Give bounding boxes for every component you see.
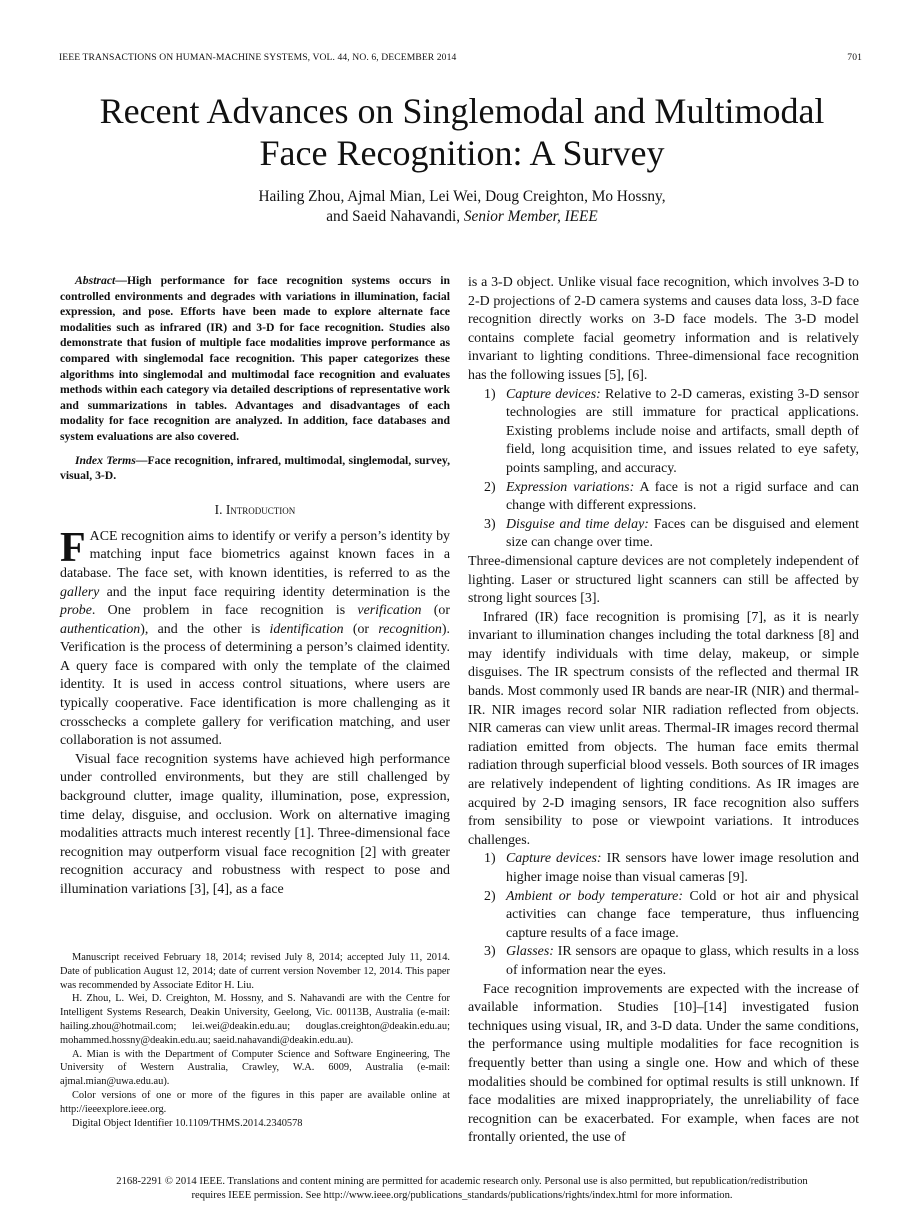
copyright-line-2: requires IEEE permission. See http://www.ieee.org/publications_standards/publications/rights/index.html for more information. <box>191 1190 733 1201</box>
list-item: 3) Glasses: IR sensors are opaque to glass, which results in a loss of information near the eyes. <box>484 944 859 978</box>
footnotes <box>60 951 450 1130</box>
paragraph-fusion: Face recognition improvements are expected with the increase of available information. Studies [10]–[14] investigated fusion techniques using visual, IR, and 3-D data. Under the same conditions, the performance using multiple modalities for face recognition is frequently better than using a single one. How and which of these modalities should be combined for optimal results is still unknown. If face modalities are mixed inappropriately, the unreliability of face recognition can be exacerbated. For example, when faces are not frontally oriented, the use of <box>468 981 859 1146</box>
list-item: 2) Expression variations: A face is not a rigid surface and can change with different expressions. <box>484 479 860 514</box>
abstract <box>60 273 450 445</box>
author-list <box>60 187 864 227</box>
footnote-color-versions: Color versions of one or more of the figures in this paper are available online at http://ieeexplore.ieee.org. <box>60 1089 450 1115</box>
title-line-2: Face Recognition: A Survey <box>259 133 665 173</box>
left-column <box>60 273 450 900</box>
author-role: Senior Member, IEEE <box>463 208 598 225</box>
journal-header: IEEE TRANSACTIONS ON HUMAN-MACHINE SYSTEMS, VOL. 44, NO. 6, DECEMBER 2014 <box>59 52 457 63</box>
intro-paragraph-1: FACE recognition aims to identify or verify a person’s identity by matching input face biometrics against known faces in a database. The face set, with known identities, is referred to as the gallery and the input face requiring identity determination is the probe. One problem in face recognition is verification (or authentication), and the other is identification (or recognition). Verification is the process of determining a person’s claimed identity. A query face is compared with only the template of the claimed identity. It is used in access control situations, where users are typically cooperative. Face identification is more challenging as it crosschecks a complete gallery for verification matching, and user collaboration is not assumed. <box>60 524 450 749</box>
index-terms <box>60 453 450 484</box>
authors-line-2-prefix: and Saeid Nahavandi, <box>326 208 461 225</box>
copyright-notice <box>40 1175 884 1203</box>
title-line-1: Recent Advances on Singlemodal and Multimodal <box>99 91 825 131</box>
copyright-line-1: 2168-2291 © 2014 IEEE. Translations and content mining are permitted for academic research only. Personal use is also permitted, but republication/redistribution <box>116 1176 808 1187</box>
index-terms-text: —Face recognition, infrared, multimodal, singlemodal, survey, visual, 3-D. <box>60 453 450 483</box>
section-number: I. <box>214 501 223 517</box>
list-item: 1) Capture devices: Relative to 2-D cameras, existing 3-D sensor technologies are still immature for practical applications. Existing problems include noise and artifacts, small depth of field, long acquisition time, and issues related to eye safety, points sampling, and accuracy. <box>484 386 859 476</box>
abstract-label: Abstract <box>75 274 116 287</box>
section-heading-introduction <box>60 501 450 519</box>
list-item: 3) Disguise and time delay: Faces can be disguised and element size can change over time. <box>484 516 859 551</box>
list-item: 1) Capture devices: IR sensors have lower image resolution and higher image noise than visual cameras [9]. <box>484 851 859 885</box>
paragraph-3d-lighting: Three-dimensional capture devices are not completely independent of lighting. Laser or structured light scanners can still be affected by strong light sources [3]. <box>468 553 859 607</box>
list-3d-issues <box>468 386 859 553</box>
paragraph-3d-continued: is a 3-D object. Unlike visual face recognition, which involves 3-D to 2-D projections of 2-D camera systems and causes data loss, 3-D face recognition directly works on 3-D face models. The 3-D model contains complete facial geometry information and is relatively invariant to lighting conditions. Three-dimensional face recognition has the following issues [5], [6]. <box>468 275 859 383</box>
paragraph-infrared: Infrared (IR) face recognition is promising [7], as it is nearly invariant to illumination changes including the total darkness [8] and may identify individuals with time delay, makeup, or simple disguises. The IR spectrum consists of the reflected and thermal IR bands. Most commonly used IR bands are near-IR (NIR) and thermal-IR. NIR images record solar NIR radiation reflected from objects. NIR cameras can view unlit areas. Thermal-IR images record thermal radiation emitted from objects. The human face emits thermal radiation through superficial blood vessels. Both sources of IR images are relatively independent of lighting conditions. As IR images are acquired by 2-D imaging sensors, IR face recognition also suffers from sensibility to pose or viewpoint variations. It introduces challenges. <box>468 609 859 848</box>
section-title: Introduction <box>225 501 296 517</box>
paper-title <box>40 90 884 174</box>
right-column <box>468 274 859 1148</box>
footnote-manuscript: Manuscript received February 18, 2014; revised July 8, 2014; accepted July 11, 2014. Date of publication August 12, 2014; date of current version November 12, 2014. This paper was recommended by Associate Editor H. Liu. <box>60 952 450 991</box>
intro-paragraph-2: Visual face recognition systems have achieved high performance under controlled environments, but they are still challenged by background clutter, image quality, illumination, pose, expression, time delay, disguise, and occlusion. Work on alternative imaging modalities attracts much interest recently [1]. Three-dimensional face recognition may outperform visual face recognition [2] with greater recognition accuracy and robustness with respect to pose and illumination variations [3], [4], as a face <box>60 751 450 897</box>
footnote-affiliation-deakin: H. Zhou, L. Wei, D. Creighton, M. Hossny, and S. Nahavandi are with the Centre for Intelligent Systems Research, Deakin University, Geelong, Vic. 00113B, Australia (e-mail: hailing.zhou@hotmail.com; lei.wei@deakin.edu.au; douglas.creighton@deakin.edu.au; mohammed.hossny@deakin.edu.au; saeid.nahavandi@deakin.edu.au). <box>60 993 450 1046</box>
footnote-doi: Digital Object Identifier 10.1109/THMS.2014.2340578 <box>72 1117 303 1129</box>
abstract-text: —High performance for face recognition systems occurs in controlled environments and degrades with variations in illumination, facial expression, and pose. Efforts have been made to explore alternate face modalities such as infrared (IR) and 3-D for face recognition. Studies also demonstrate that fusion of multiple face modalities improve performance as compared with singlemodal face recognition. This paper categorizes these algorithms into singlemodal and multimodal face recognition and evaluates methods within each category via detailed descriptions of representative work and summarizations in tables. Advantages and disadvantages of each modality for face recognition are analyzed. In addition, face databases and system evaluations are also covered. <box>60 274 450 443</box>
list-item: 2) Ambient or body temperature: Cold or hot air and physical activities can change face temperature, thus influencing capture results of a face image. <box>484 888 859 941</box>
list-ir-issues <box>468 850 859 980</box>
index-terms-label: Index Terms <box>75 453 136 467</box>
footnote-affiliation-uwa: A. Mian is with the Department of Computer Science and Software Engineering, The University of Western Australia, Crawley, W.A. 6009, Australia (e-mail: ajmal.mian@uwa.edu.au). <box>60 1048 450 1088</box>
page-number: 701 <box>847 52 862 63</box>
drop-cap: F <box>60 524 86 571</box>
authors-line-1: Hailing Zhou, Ajmal Mian, Lei Wei, Doug Creighton, Mo Hossny, <box>258 188 666 205</box>
